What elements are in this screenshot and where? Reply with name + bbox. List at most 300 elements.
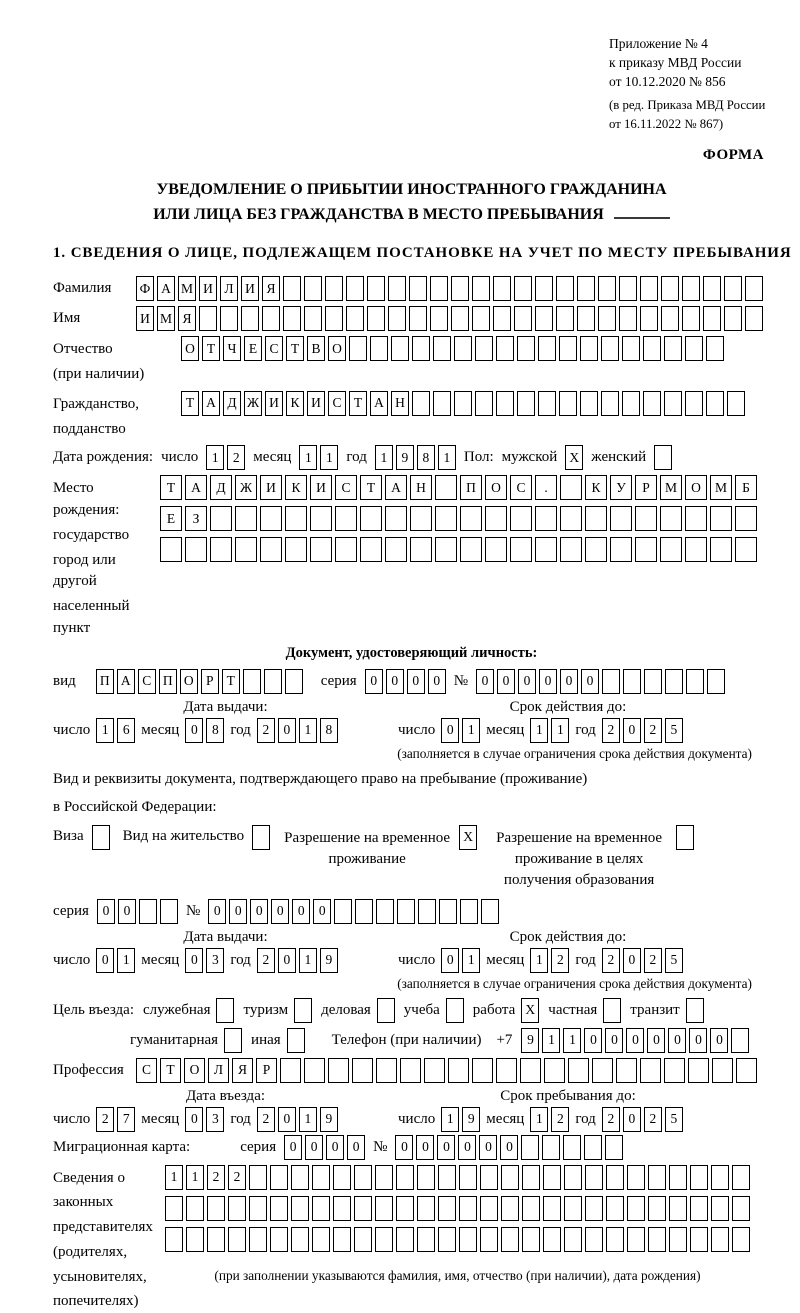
char-cell[interactable] (686, 669, 704, 694)
char-cell[interactable] (285, 537, 307, 562)
char-cell[interactable] (724, 276, 742, 301)
char-cell[interactable] (669, 1227, 687, 1252)
char-cell[interactable]: О (184, 1058, 205, 1083)
char-cell[interactable] (606, 1165, 624, 1190)
char-cell[interactable] (376, 1058, 397, 1083)
char-cell[interactable]: 0 (284, 1135, 302, 1160)
char-cell[interactable] (682, 306, 700, 331)
char-cell[interactable]: Я (232, 1058, 253, 1083)
char-cell[interactable] (459, 1227, 477, 1252)
char-cell[interactable] (580, 336, 598, 361)
char-cell[interactable] (493, 306, 511, 331)
char-cell[interactable] (409, 276, 427, 301)
char-cell[interactable] (664, 336, 682, 361)
char-cell[interactable] (249, 1196, 267, 1221)
char-cell[interactable]: 1 (530, 948, 548, 973)
char-cell[interactable]: И (241, 276, 259, 301)
char-cell[interactable] (577, 276, 595, 301)
char-cell[interactable] (627, 1196, 645, 1221)
char-cell[interactable] (535, 506, 557, 531)
char-cell[interactable] (643, 336, 661, 361)
char-cell[interactable]: 0 (689, 1028, 707, 1053)
char-cell[interactable] (564, 1227, 582, 1252)
char-cell[interactable]: Б (735, 475, 757, 500)
char-cell[interactable]: Я (262, 276, 280, 301)
char-cell[interactable] (619, 306, 637, 331)
char-cell[interactable] (460, 899, 478, 924)
char-cell[interactable] (396, 1165, 414, 1190)
char-cell[interactable] (616, 1058, 637, 1083)
char-cell[interactable] (312, 1165, 330, 1190)
char-cell[interactable] (270, 1227, 288, 1252)
char-cell[interactable] (517, 336, 535, 361)
char-cell[interactable] (660, 506, 682, 531)
char-cell[interactable]: 3 (206, 948, 224, 973)
char-cell[interactable] (685, 506, 707, 531)
char-cell[interactable] (328, 1058, 349, 1083)
char-cell[interactable]: 2 (96, 1107, 114, 1132)
char-cell[interactable] (564, 1165, 582, 1190)
char-cell[interactable] (585, 1165, 603, 1190)
char-cell[interactable] (291, 1196, 309, 1221)
char-cell[interactable]: В (307, 336, 325, 361)
char-cell[interactable]: Н (391, 391, 409, 416)
char-cell[interactable] (270, 1196, 288, 1221)
char-cell[interactable] (745, 306, 763, 331)
char-cell[interactable] (690, 1165, 708, 1190)
char-cell[interactable] (310, 537, 332, 562)
char-cell[interactable]: Р (635, 475, 657, 500)
char-cell[interactable] (480, 1227, 498, 1252)
char-cell[interactable] (480, 1196, 498, 1221)
char-cell[interactable] (501, 1165, 519, 1190)
char-cell[interactable] (354, 1196, 372, 1221)
char-cell[interactable] (648, 1165, 666, 1190)
char-cell[interactable]: Т (160, 1058, 181, 1083)
char-cell[interactable] (622, 336, 640, 361)
char-cell[interactable]: Ч (223, 336, 241, 361)
char-cell[interactable] (517, 391, 535, 416)
char-cell[interactable]: 6 (117, 718, 135, 743)
char-cell[interactable]: 5 (665, 948, 683, 973)
char-cell[interactable] (601, 391, 619, 416)
char-cell[interactable]: П (96, 669, 114, 694)
char-cell[interactable]: 7 (117, 1107, 135, 1132)
char-cell[interactable] (732, 1227, 750, 1252)
char-cell[interactable] (685, 336, 703, 361)
char-cell[interactable]: Т (181, 391, 199, 416)
char-cell[interactable] (707, 669, 725, 694)
char-cell[interactable] (409, 306, 427, 331)
char-cell[interactable] (333, 1227, 351, 1252)
char-cell[interactable] (285, 669, 303, 694)
char-cell[interactable]: А (117, 669, 135, 694)
char-cell[interactable]: 0 (208, 899, 226, 924)
char-cell[interactable] (606, 1196, 624, 1221)
char-cell[interactable] (669, 1165, 687, 1190)
char-cell[interactable]: 0 (476, 669, 494, 694)
char-cell[interactable] (333, 1165, 351, 1190)
char-cell[interactable] (439, 899, 457, 924)
char-cell[interactable]: 1 (530, 718, 548, 743)
char-cell[interactable] (685, 537, 707, 562)
char-cell[interactable] (654, 445, 672, 470)
char-cell[interactable] (335, 506, 357, 531)
char-cell[interactable] (706, 336, 724, 361)
char-cell[interactable]: Л (208, 1058, 229, 1083)
char-cell[interactable] (664, 391, 682, 416)
char-cell[interactable] (602, 669, 620, 694)
char-cell[interactable] (598, 276, 616, 301)
char-cell[interactable]: 2 (257, 718, 275, 743)
char-cell[interactable]: X (521, 998, 539, 1023)
char-cell[interactable] (160, 899, 178, 924)
char-cell[interactable] (665, 669, 683, 694)
char-cell[interactable]: С (265, 336, 283, 361)
char-cell[interactable] (280, 1058, 301, 1083)
char-cell[interactable]: 8 (320, 718, 338, 743)
char-cell[interactable] (360, 506, 382, 531)
char-cell[interactable]: 0 (441, 718, 459, 743)
char-cell[interactable]: 0 (278, 1107, 296, 1132)
char-cell[interactable] (396, 1196, 414, 1221)
char-cell[interactable] (185, 537, 207, 562)
char-cell[interactable] (635, 506, 657, 531)
char-cell[interactable] (568, 1058, 589, 1083)
char-cell[interactable]: 1 (299, 1107, 317, 1132)
char-cell[interactable] (446, 998, 464, 1023)
char-cell[interactable] (249, 1227, 267, 1252)
char-cell[interactable]: 1 (551, 718, 569, 743)
char-cell[interactable] (207, 1196, 225, 1221)
char-cell[interactable] (493, 276, 511, 301)
char-cell[interactable]: 5 (665, 1107, 683, 1132)
char-cell[interactable] (522, 1227, 540, 1252)
char-cell[interactable] (676, 825, 694, 850)
char-cell[interactable] (417, 1165, 435, 1190)
char-cell[interactable] (438, 1227, 456, 1252)
char-cell[interactable] (522, 1165, 540, 1190)
char-cell[interactable] (433, 391, 451, 416)
char-cell[interactable] (724, 306, 742, 331)
char-cell[interactable] (592, 1058, 613, 1083)
char-cell[interactable] (241, 306, 259, 331)
char-cell[interactable] (735, 537, 757, 562)
char-cell[interactable] (264, 669, 282, 694)
char-cell[interactable] (538, 391, 556, 416)
char-cell[interactable] (501, 1196, 519, 1221)
char-cell[interactable] (430, 306, 448, 331)
char-cell[interactable]: К (286, 391, 304, 416)
char-cell[interactable]: 0 (668, 1028, 686, 1053)
char-cell[interactable] (139, 899, 157, 924)
char-cell[interactable]: X (459, 825, 477, 850)
char-cell[interactable]: И (199, 276, 217, 301)
char-cell[interactable] (454, 336, 472, 361)
char-cell[interactable] (711, 1165, 729, 1190)
char-cell[interactable] (412, 336, 430, 361)
char-cell[interactable] (485, 537, 507, 562)
char-cell[interactable] (186, 1196, 204, 1221)
char-cell[interactable]: Т (360, 475, 382, 500)
char-cell[interactable]: О (180, 669, 198, 694)
char-cell[interactable]: 9 (462, 1107, 480, 1132)
char-cell[interactable] (304, 1058, 325, 1083)
char-cell[interactable] (475, 336, 493, 361)
char-cell[interactable]: 1 (117, 948, 135, 973)
char-cell[interactable] (543, 1227, 561, 1252)
char-cell[interactable]: 0 (584, 1028, 602, 1053)
char-cell[interactable] (160, 537, 182, 562)
char-cell[interactable] (224, 1028, 242, 1053)
char-cell[interactable] (228, 1227, 246, 1252)
char-cell[interactable]: 2 (551, 948, 569, 973)
char-cell[interactable] (375, 1196, 393, 1221)
char-cell[interactable] (535, 306, 553, 331)
char-cell[interactable] (543, 1196, 561, 1221)
char-cell[interactable]: 1 (441, 1107, 459, 1132)
char-cell[interactable] (732, 1165, 750, 1190)
char-cell[interactable]: 0 (271, 899, 289, 924)
char-cell[interactable] (711, 1196, 729, 1221)
char-cell[interactable]: 0 (250, 899, 268, 924)
char-cell[interactable] (711, 1227, 729, 1252)
char-cell[interactable]: 2 (644, 718, 662, 743)
char-cell[interactable]: М (660, 475, 682, 500)
char-cell[interactable]: 2 (257, 948, 275, 973)
char-cell[interactable]: 0 (623, 718, 641, 743)
char-cell[interactable]: 0 (437, 1135, 455, 1160)
char-cell[interactable]: 9 (521, 1028, 539, 1053)
char-cell[interactable]: А (185, 475, 207, 500)
char-cell[interactable]: . (535, 475, 557, 500)
char-cell[interactable] (249, 1165, 267, 1190)
char-cell[interactable]: 0 (458, 1135, 476, 1160)
char-cell[interactable] (610, 537, 632, 562)
char-cell[interactable] (475, 391, 493, 416)
char-cell[interactable]: 0 (416, 1135, 434, 1160)
char-cell[interactable]: А (370, 391, 388, 416)
char-cell[interactable]: X (565, 445, 583, 470)
char-cell[interactable] (391, 336, 409, 361)
char-cell[interactable] (521, 1135, 539, 1160)
char-cell[interactable]: 2 (257, 1107, 275, 1132)
char-cell[interactable]: 0 (581, 669, 599, 694)
char-cell[interactable]: С (136, 1058, 157, 1083)
char-cell[interactable]: 0 (479, 1135, 497, 1160)
char-cell[interactable] (690, 1196, 708, 1221)
char-cell[interactable]: И (310, 475, 332, 500)
char-cell[interactable] (451, 306, 469, 331)
char-cell[interactable]: 0 (710, 1028, 728, 1053)
char-cell[interactable] (325, 276, 343, 301)
char-cell[interactable] (606, 1227, 624, 1252)
char-cell[interactable]: Е (244, 336, 262, 361)
char-cell[interactable] (165, 1227, 183, 1252)
char-cell[interactable] (560, 506, 582, 531)
char-cell[interactable] (346, 306, 364, 331)
char-cell[interactable] (685, 391, 703, 416)
char-cell[interactable] (745, 276, 763, 301)
char-cell[interactable]: М (178, 276, 196, 301)
char-cell[interactable] (496, 336, 514, 361)
char-cell[interactable]: 9 (320, 948, 338, 973)
char-cell[interactable] (661, 276, 679, 301)
char-cell[interactable] (430, 276, 448, 301)
char-cell[interactable] (601, 336, 619, 361)
char-cell[interactable] (542, 1135, 560, 1160)
char-cell[interactable]: Д (210, 475, 232, 500)
char-cell[interactable]: Т (202, 336, 220, 361)
char-cell[interactable]: 1 (542, 1028, 560, 1053)
char-cell[interactable]: Р (256, 1058, 277, 1083)
char-cell[interactable] (690, 1227, 708, 1252)
char-cell[interactable]: 0 (560, 669, 578, 694)
char-cell[interactable] (270, 1165, 288, 1190)
char-cell[interactable]: 1 (165, 1165, 183, 1190)
char-cell[interactable]: Ж (244, 391, 262, 416)
char-cell[interactable] (388, 276, 406, 301)
char-cell[interactable] (433, 336, 451, 361)
char-cell[interactable] (435, 475, 457, 500)
char-cell[interactable] (640, 1058, 661, 1083)
char-cell[interactable]: 0 (518, 669, 536, 694)
char-cell[interactable]: 2 (228, 1165, 246, 1190)
char-cell[interactable] (304, 276, 322, 301)
char-cell[interactable] (610, 506, 632, 531)
char-cell[interactable]: 0 (497, 669, 515, 694)
char-cell[interactable] (501, 1227, 519, 1252)
char-cell[interactable] (736, 1058, 757, 1083)
char-cell[interactable] (686, 998, 704, 1023)
char-cell[interactable]: Д (223, 391, 241, 416)
char-cell[interactable] (538, 336, 556, 361)
char-cell[interactable]: 5 (665, 718, 683, 743)
char-cell[interactable]: 0 (626, 1028, 644, 1053)
char-cell[interactable] (643, 391, 661, 416)
char-cell[interactable]: 0 (185, 718, 203, 743)
char-cell[interactable] (459, 1165, 477, 1190)
char-cell[interactable]: Ф (136, 276, 154, 301)
char-cell[interactable] (312, 1196, 330, 1221)
char-cell[interactable]: 0 (365, 669, 383, 694)
char-cell[interactable]: Т (222, 669, 240, 694)
char-cell[interactable]: С (328, 391, 346, 416)
char-cell[interactable] (367, 276, 385, 301)
char-cell[interactable] (260, 537, 282, 562)
char-cell[interactable]: С (335, 475, 357, 500)
char-cell[interactable]: И (307, 391, 325, 416)
char-cell[interactable]: А (385, 475, 407, 500)
char-cell[interactable]: 0 (185, 1107, 203, 1132)
char-cell[interactable] (220, 306, 238, 331)
char-cell[interactable] (375, 1165, 393, 1190)
char-cell[interactable]: Р (201, 669, 219, 694)
char-cell[interactable] (243, 669, 261, 694)
char-cell[interactable]: И (136, 306, 154, 331)
char-cell[interactable]: А (157, 276, 175, 301)
char-cell[interactable] (417, 1196, 435, 1221)
char-cell[interactable] (627, 1227, 645, 1252)
char-cell[interactable] (556, 276, 574, 301)
char-cell[interactable]: У (610, 475, 632, 500)
char-cell[interactable] (544, 1058, 565, 1083)
char-cell[interactable]: 0 (278, 718, 296, 743)
char-cell[interactable] (603, 998, 621, 1023)
char-cell[interactable]: 0 (386, 669, 404, 694)
char-cell[interactable] (560, 537, 582, 562)
char-cell[interactable] (514, 306, 532, 331)
char-cell[interactable]: О (328, 336, 346, 361)
char-cell[interactable] (648, 1196, 666, 1221)
char-cell[interactable]: Т (286, 336, 304, 361)
char-cell[interactable] (435, 537, 457, 562)
char-cell[interactable] (325, 306, 343, 331)
char-cell[interactable]: С (138, 669, 156, 694)
char-cell[interactable] (710, 537, 732, 562)
char-cell[interactable] (333, 1196, 351, 1221)
char-cell[interactable]: О (485, 475, 507, 500)
char-cell[interactable]: 0 (407, 669, 425, 694)
char-cell[interactable]: 0 (118, 899, 136, 924)
char-cell[interactable] (354, 1165, 372, 1190)
char-cell[interactable] (448, 1058, 469, 1083)
char-cell[interactable]: 1 (563, 1028, 581, 1053)
char-cell[interactable] (640, 306, 658, 331)
char-cell[interactable] (262, 306, 280, 331)
char-cell[interactable]: 0 (229, 899, 247, 924)
char-cell[interactable]: 0 (278, 948, 296, 973)
char-cell[interactable] (535, 537, 557, 562)
char-cell[interactable]: П (460, 475, 482, 500)
char-cell[interactable]: 1 (462, 718, 480, 743)
char-cell[interactable] (510, 537, 532, 562)
char-cell[interactable] (640, 276, 658, 301)
char-cell[interactable] (165, 1196, 183, 1221)
char-cell[interactable]: 1 (206, 445, 224, 470)
char-cell[interactable] (731, 1028, 749, 1053)
char-cell[interactable] (210, 506, 232, 531)
char-cell[interactable]: Н (410, 475, 432, 500)
char-cell[interactable]: 1 (299, 948, 317, 973)
char-cell[interactable]: Т (160, 475, 182, 500)
char-cell[interactable] (584, 1135, 602, 1160)
char-cell[interactable] (377, 998, 395, 1023)
char-cell[interactable]: 0 (441, 948, 459, 973)
char-cell[interactable]: 1 (299, 445, 317, 470)
char-cell[interactable] (260, 506, 282, 531)
char-cell[interactable]: 2 (207, 1165, 225, 1190)
char-cell[interactable]: 0 (500, 1135, 518, 1160)
char-cell[interactable] (585, 1227, 603, 1252)
char-cell[interactable] (556, 306, 574, 331)
char-cell[interactable]: О (685, 475, 707, 500)
char-cell[interactable] (412, 391, 430, 416)
char-cell[interactable]: 0 (185, 948, 203, 973)
char-cell[interactable] (235, 506, 257, 531)
char-cell[interactable] (283, 306, 301, 331)
char-cell[interactable]: 0 (605, 1028, 623, 1053)
char-cell[interactable] (451, 276, 469, 301)
char-cell[interactable]: 9 (320, 1107, 338, 1132)
char-cell[interactable] (186, 1227, 204, 1252)
char-cell[interactable] (661, 306, 679, 331)
char-cell[interactable]: 9 (396, 445, 414, 470)
char-cell[interactable]: 0 (623, 1107, 641, 1132)
char-cell[interactable]: Л (220, 276, 238, 301)
char-cell[interactable] (664, 1058, 685, 1083)
char-cell[interactable] (435, 506, 457, 531)
